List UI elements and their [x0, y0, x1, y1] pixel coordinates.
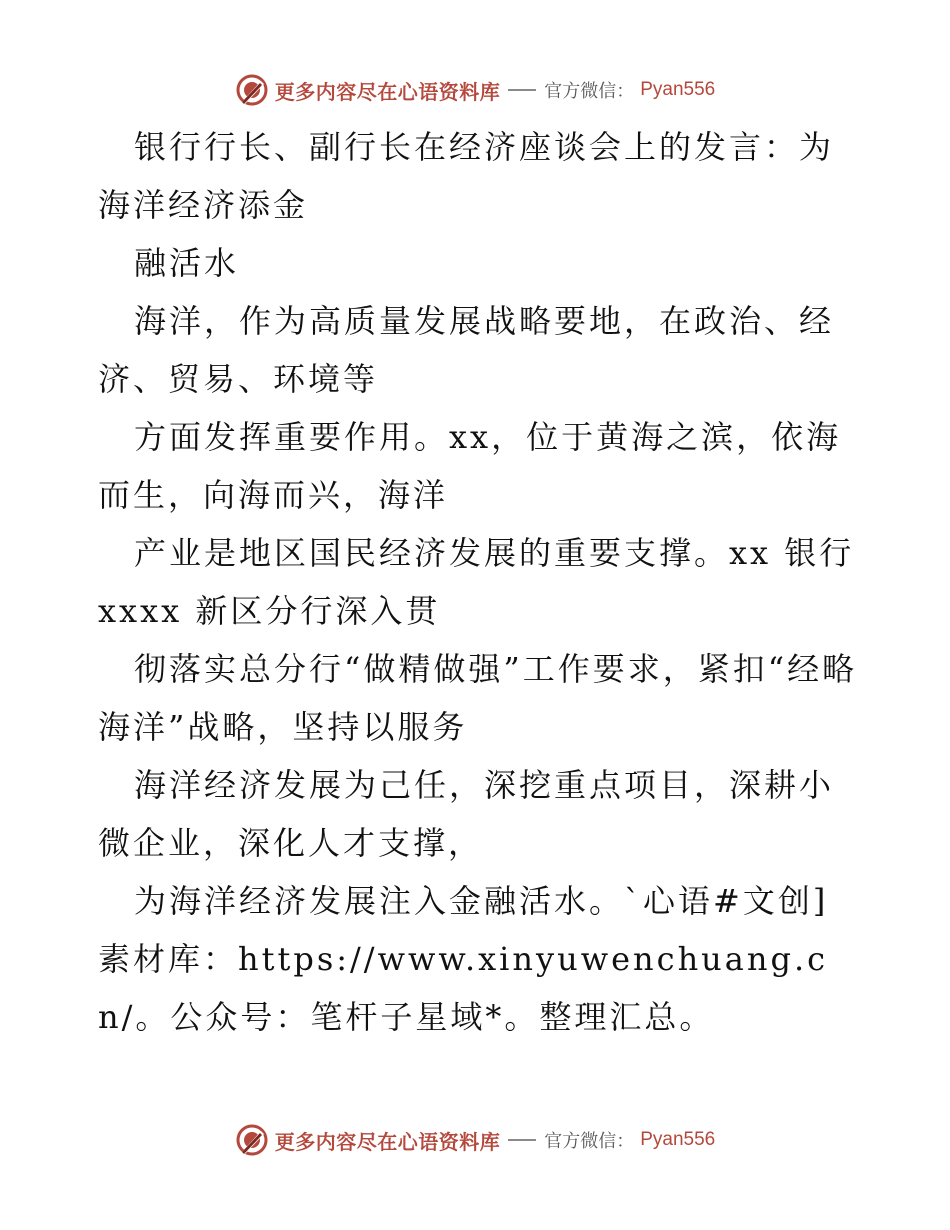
footer-wechat-label: 官方微信： [544, 1131, 635, 1152]
header-banner [0, 70, 950, 110]
header-wechat-id: Pyan556 [640, 79, 716, 100]
header-divider [508, 89, 536, 91]
paragraph-6: 彻落实总分行“做精做强”工作要求，紧扣“经略海洋”战略，坚持以服务 [98, 650, 858, 746]
paragraph-1: 银行行长、副行长在经济座谈会上的发言：为海洋经济添金 [98, 128, 835, 224]
paragraph-5: 产业是地区国民经济发展的重要支撑。xx 银行 xxxx 新区分行深入贯 [98, 534, 855, 630]
header-brand-text: 更多内容尽在心语资料库 [274, 79, 501, 104]
paragraph-4: 方面发挥重要作用。xx，位于黄海之滨，依海而生，向海而兴，海洋 [98, 418, 842, 514]
footer-banner [0, 1120, 950, 1160]
paragraph-8: 为海洋经济发展注入金融活水。`心语#文创]素材库：https://www.xinyuwenchuang.cn/。公众号：笔杆子星域*。整理汇总。 [98, 882, 829, 1036]
paragraph-2: 融活水 [134, 244, 240, 282]
pen-logo-icon [235, 73, 269, 107]
footer-divider [508, 1139, 536, 1141]
footer-wechat-id: Pyan556 [640, 1129, 716, 1150]
header-wechat-label: 官方微信： [544, 81, 635, 102]
paragraph-3: 海洋，作为高质量发展战略要地，在政治、经济、贸易、环境等 [98, 302, 835, 398]
footer-brand-text: 更多内容尽在心语资料库 [274, 1129, 501, 1154]
pen-logo-icon [235, 1123, 269, 1157]
paragraph-7: 海洋经济发展为己任，深挖重点项目，深耕小微企业，深化人才支撑， [98, 766, 835, 862]
document-body [98, 118, 858, 1046]
